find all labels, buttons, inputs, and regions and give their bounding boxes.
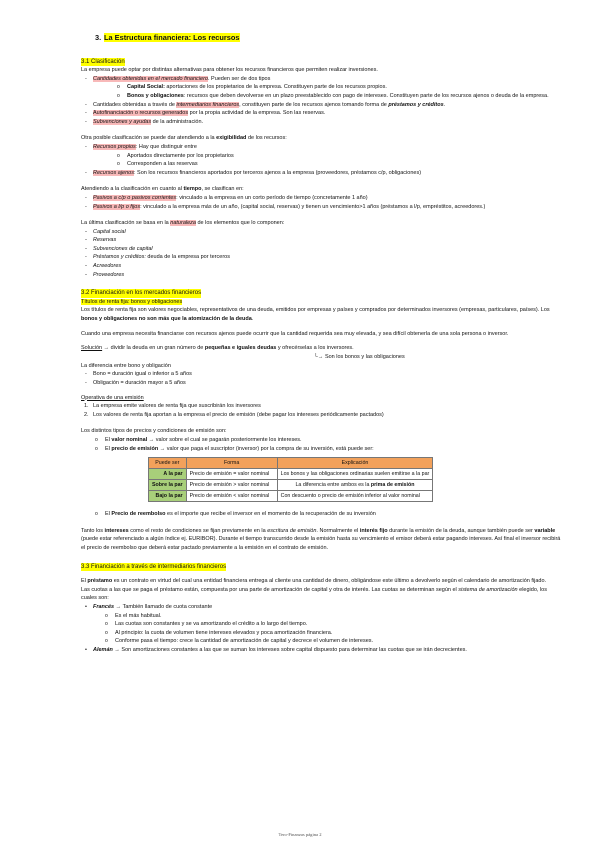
table-cell: Los bonos y las obligaciones ordinarias suelen emitirse a la par <box>277 469 433 480</box>
page-footer: Tero-Finanzas página 2 <box>278 832 322 837</box>
list <box>81 603 561 655</box>
paragraph: La diferencia entre bono y obligación <box>81 362 171 369</box>
paragraph: Otra posible clasificación se puede dar atendiendo a la exigibilidad de los recursos: <box>81 135 287 142</box>
list-item: - Acreedores <box>81 262 561 271</box>
section-heading-3-3: 3.3 Financiación a través de intermediarios financieros <box>81 563 227 570</box>
list-item: - Préstamos y créditos: deuda de la empresa por terceros <box>81 253 561 262</box>
paragraph: Tanto los intereses como el resto de condiciones se fijan previamente en la escritura de emisión. Normalmente el interés fijo durante la emisión de la deuda, aunque también puede ser variable (puede estar referenciado a algún índice ej. EURIBOR). Durante el tiempo transcurrido desde la emisión hasta su vencimiento el emisor deberá estar pagando intereses. Así final el inversor recibirá el precio de reembolso que deberá estar pactado previamente a la emisión en el contrato de emisión. <box>81 527 561 551</box>
table-row <box>149 480 433 491</box>
subheading: Títulos de renta fija: bonos y obligaciones <box>81 298 183 305</box>
table-header: Forma <box>186 458 277 469</box>
paragraph: Los distintos tipos de precios y condiciones de emisión son: <box>81 428 227 435</box>
list <box>81 370 561 387</box>
section-heading-3-1: 3.1 Clasificación <box>81 58 125 65</box>
page-content <box>81 34 561 654</box>
list <box>81 75 561 127</box>
page-title: 3. La Estructura financiera: Los recursos <box>95 33 240 42</box>
subheading: Operativa de una emisión <box>81 394 144 401</box>
list <box>81 228 561 280</box>
table-cell: Con descuento o precio de emisión inferior al valor nominal <box>277 491 433 502</box>
paragraph: Solución → dividir la deuda en un gran número de pequeñas e iguales deudas y ofrecérselas a los inversores. <box>81 345 354 352</box>
sub-list <box>93 83 561 100</box>
list <box>71 510 561 519</box>
paragraph: Los títulos de renta fija son valores negociables, representativos de una deuda, emitidos por empresas y países y comprados por determinados inversores (empresas, particulares, países). Los bonos y obligaciones no son más que la atomización de la deuda. <box>81 307 550 323</box>
paragraph: Atendiendo a la clasificación en cuanto al tiempo, se clasifican en: <box>81 186 244 193</box>
list-item: 2. Los valores de renta fija aportan a la empresa el precio de emisión (debe pagar los intereses periódicamente pactados) <box>84 411 384 418</box>
section-heading-3-2: 3.2 Financiación en los mercados financieros <box>81 290 202 297</box>
list-item: - Capital social <box>81 228 561 237</box>
list-item: o El precio de emisión → valor que paga el suscriptor (inversor) por la compra de su inversión, está puede ser: <box>71 445 561 454</box>
table-cell: A la par <box>149 469 187 480</box>
table-cell: Bajo la par <box>149 491 187 502</box>
table-cell: Precio de emisión < valor nominal <box>186 491 277 502</box>
list-item: o Aportados directamente por los propietarios <box>93 152 561 161</box>
table-cell: Sobre la par <box>149 480 187 491</box>
list-item: o Es el más habitual. <box>81 612 561 621</box>
list-item: - Subvenciones de capital <box>81 245 561 254</box>
paragraph: La última clasificación se basa en la naturaleza de los elementos que lo componen: <box>81 220 285 227</box>
table-header-row <box>149 458 433 469</box>
paragraph: La empresa puede optar por distintas alternativas para obtener los recursos financieros que permiten realizar inversiones. <box>81 67 378 74</box>
list-item: 1. La empresa emite valores de renta fija que suscribirán los inversores <box>84 403 261 410</box>
sub-list <box>93 152 561 169</box>
list-item: o El valor nominal → valor sobre el cual se pagarán posteriormente los intereses. <box>71 436 561 445</box>
list-item: o Bonos y obligaciones: recursos que deben devolverse en un plazo preestablecido con pago de intereses. Constituyen parte de los recursos ajenos o deuda de la empresa. <box>93 92 561 101</box>
list-item: - Autofinanciación o recursos generados por la propia actividad de la empresa. Son las reservas. <box>81 109 561 118</box>
list-item: o El Precio de reembolso es el importe que recibe el inversor en el momento de la recuperación de su inversión <box>71 510 561 519</box>
list <box>71 436 561 453</box>
list-item: - Recursos propios: Hay que distinguir entre o Aportados directamente por los propietarios o Corresponden a las reservas <box>81 143 561 169</box>
table-header: Puede ser <box>149 458 187 469</box>
table-cell: Precio de emisión > valor nominal <box>186 480 277 491</box>
list <box>81 194 561 211</box>
list-item: - Proveedores <box>81 271 561 280</box>
list-item: o Capital Social: aportaciones de los propietarios de la empresa. Constituyen parte de los recursos propios. <box>93 83 561 92</box>
ordered-list <box>81 402 561 419</box>
list-item: - Cantidades obtenidas en el mercado financiero. Pueden ser de dos tipos o Capital Social: aportaciones de los propietarios de la empresa. Constituyen parte de los recursos propios. o Bonos y obligaciones: recursos que deben devolverse en un plazo preestablecido con pago de intereses. Constituyen parte de los recursos ajenos o deuda de la empresa. <box>81 75 561 101</box>
table-row <box>149 469 433 480</box>
list <box>81 143 561 177</box>
table-cell: La diferencia entre ambos es la prima de emisión <box>277 480 433 491</box>
list-item: - Pasivos a c/p o pasivos corrientes: vinculado a la empresa en un corto período de tiempo (concretamente 1 año) <box>81 194 561 203</box>
list-item: - Obligación = duración mayor a 5 años <box>81 379 561 388</box>
table-row <box>149 491 433 502</box>
list-item: o Corresponden a las reservas <box>93 160 561 169</box>
list-item: - Bono = duración igual o inferior a 5 años <box>81 370 561 379</box>
paragraph: Las cuotas a las que se paga el préstamo están, compuesta por una parte de amortización de capital y otra de interés. Las cuotas se determinan según el sistema de amortización elegido, los cuales son: <box>81 586 547 602</box>
list-item: - Cantidades obtenidas a través de intermediarios financieros, constituyen parte de los recursos ajenos tomando forma de préstamos y créditos. <box>81 101 561 110</box>
sub-list <box>81 612 561 646</box>
list-item: - Reservas <box>81 236 561 245</box>
list-item: - Recursos ajenos: Son los recursos financieros aportados por terceros ajenos a la empresa (proveedores, préstamos c/p, obligaciones) <box>81 169 561 178</box>
paragraph: El préstamo es un contrato en virtud del cual una entidad financiera entrega al cliente una cantidad de dinero, obligándose este último a devolverlo según el calendario de amortización fijado. <box>81 578 547 585</box>
annotation-line <box>81 353 561 362</box>
list-item: • Francés → También llamado de cuota constante o Es el más habitual. o Las cuotas son constantes y se va amortizando el crédito a lo largo del tiempo. o Al principio: la cuota de volumen tiene intereses elevados y poca amortización financiera. o Conforme pasa el tiempo: crece la cantidad de amortización de capital y decrece el volumen de intereses. <box>81 603 561 646</box>
paragraph: Cuando una empresa necesita financiarse con recursos ajenos puede ocurrir que la cantidad requerida sea muy elevada, y sea difícil obtenerla de una sola persona o inversor. <box>81 330 509 337</box>
list-item: - Subvenciones y ayudas de la administración. <box>81 118 561 127</box>
list-item: - Pasivos a l/p o fijos: vinculado a la empresa más de un año, (capital social, reservas) y tienen un vencimiento>1 años (préstamos a l/p, empréstitos, acreedores.) <box>81 203 561 212</box>
annotation-note: └→ Son los bonos y las obligaciones <box>314 353 405 360</box>
list-item: o Las cuotas son constantes y se va amortizando el crédito a lo largo del tiempo. <box>81 620 561 629</box>
price-table <box>148 457 433 502</box>
list-item: o Conforme pasa el tiempo: crece la cantidad de amortización de capital y decrece el volumen de intereses. <box>81 637 561 646</box>
table-header: Explicación <box>277 458 433 469</box>
list-item: • Alemán → Son amortizaciones constantes a las que se suman los intereses sobre capital dispuesto para determinar las cuotas que se irán decrecientes. <box>81 646 561 655</box>
table-cell: Precio de emisión = valor nominal <box>186 469 277 480</box>
list-item: o Al principio: la cuota de volumen tiene intereses elevados y poca amortización financiera. <box>81 629 561 638</box>
